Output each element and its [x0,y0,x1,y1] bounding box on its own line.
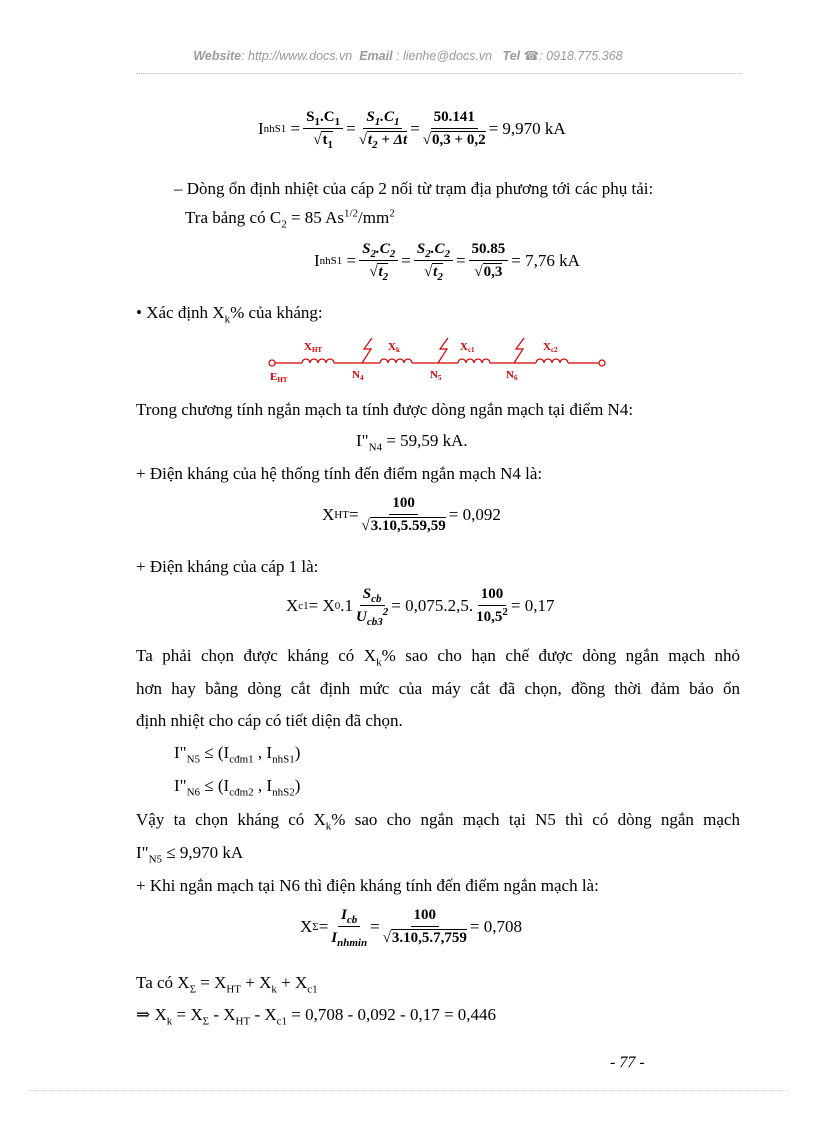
header-rule [136,73,742,74]
paragraph-line-2: hơn hay bằng dòng cắt định mức của máy cắt đã chọn, đồng thời đảm bảo ổn [136,679,740,698]
text-n6-line: + Khi ngắn mạch tại N6 thì điện kháng tính đến điểm ngắn mạch là: [136,876,599,895]
fault-arrow-n6 [514,338,524,363]
paragraph-line-1: Ta phải chọn được kháng có $X_k\%$ sao cho hạn chế được dòng ngắn mạch nhỏ [136,646,740,669]
email-label: Email [359,49,393,63]
label-xht: XHT [304,341,323,354]
phone-icon: ☎ [523,49,540,63]
label-xc2: Xc2 [543,341,558,354]
equation-inhs1-cable1: I nhS1 = $\frac{S_1.C_1}{√t_1}$ = $\frac{S_1.C_1}{√t_2 + \Delta t}$ = $\frac{50.141}{√0,3 + 0,2}$ = 9,970 kA [258,109,566,151]
page-header [0,48,816,63]
inductor-xc1 [458,359,490,363]
reactance-circuit-diagram [268,332,614,386]
text-xc1-line: + Điện kháng của cáp 1 là: [136,557,319,576]
text-tra-bang: Tra bảng có $C_2 = 85$ $As^{1/2}/mm^2$ [185,207,395,231]
inductor-xc2 [536,359,568,363]
equation-inhs1-cable2: I nhS1 = $\frac{S_2.C_2}{√t_2}$ = $\frac{S_2.C_2}{√t_2}$ = $\frac{50.85}{√0,3}$ = 7,76 kA [314,241,580,283]
text-xk-heading: • Xác định $X_k\%$ của kháng: [136,303,323,326]
inductor-xht [302,359,334,363]
source-terminal [269,360,275,366]
text-n4-line: Trong chương tính ngắn mạch ta tính được dòng ngắn mạch tại điểm N4: [136,400,634,419]
condition-n5: $I"_{N5} \le (I_{cđm1}$ , $I_{nhS1}$) [174,743,301,766]
website-label: Website [193,49,242,63]
equation-xsum: X Σ = $\frac{I_{cb}}{I_{nhmin}}$ = $\frac{100}{√3.10,5.7,759}$ = 0,708 [300,907,523,949]
website-value[interactable]: : http://www.docs.vn [241,49,353,63]
label-xc1: Xc1 [460,341,475,354]
condition-n6: $I"_{N6} \le (I_{cđm2}$ , $I_{nhS2}$) [174,776,301,799]
label-n6: N6 [506,369,518,382]
text-taco: Ta có $X_\Sigma = X_{HT} + X_k + X_{c1}$ [136,973,318,996]
paragraph-choose-xk: Vậy ta chọn kháng có $X_k\%$ sao cho ngắn mạch tại N5 thì có dòng ngắn mạch [136,810,740,833]
tel-value: : 0918.775.368 [539,49,623,63]
tel-label: Tel [502,49,521,63]
footer-rule [28,1090,788,1091]
inductor-xk [380,359,412,363]
text-xht-line: + Điện kháng của hệ thống tính đến điểm ngắn mạch N4 là: [136,464,543,483]
load-terminal [599,360,605,366]
label-n4: N4 [352,369,364,382]
fault-arrow-n4 [362,338,372,363]
equation-xc1: X c1 = X 0 .1 $\frac{S_{cb}}{U_{cb3}^2}$ = 0,075.2,5. $\frac{100}{10,5^2}$ = 0,17 [286,586,555,628]
email-value[interactable]: : lienhe@docs.vn [392,49,493,63]
label-xk: Xk [388,341,400,354]
page-number: - 77 - [610,1054,645,1071]
text-in4-value: $I"_{N4} = 59,59$ kA. [356,431,468,454]
label-eht: EHT [270,371,288,384]
label-n5: N5 [430,369,442,382]
text-cable2-line: – Dòng ổn định nhiệt của cáp 2 nối từ trạm địa phương tới các phụ tải: [174,179,654,198]
equation-xht: X HT = $\frac{100}{√3.10,5.59,59}$ = 0,092 [322,495,501,534]
paragraph-line-3: định nhiệt cho cáp có tiết diện đã chọn. [136,711,403,730]
text-in5-limit: $I"_{N5} \le 9,970$ kA [136,843,244,866]
text-final-xk: ⇒ $X_k = X_\Sigma - X_{HT} - X_{c1} = 0,708 - 0,092 - 0,17 = 0,446$ [136,1005,497,1028]
fault-arrow-n5 [438,338,448,363]
